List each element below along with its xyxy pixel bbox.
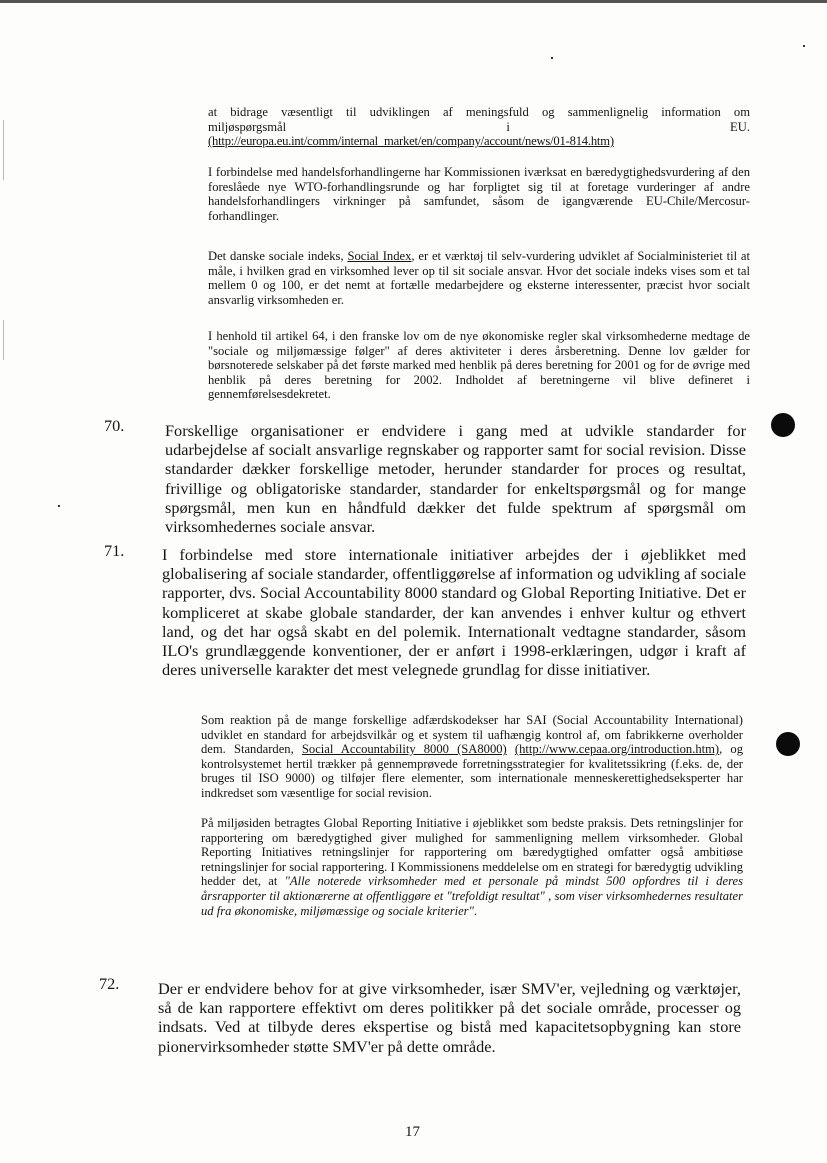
scan-speck [551, 57, 553, 59]
block-1-line-1: at bidrage væsentligt til udviklingen af meningsfuld og sammenlignelig information om [208, 105, 750, 119]
paragraph-71 [162, 545, 746, 679]
scan-speck [58, 505, 60, 507]
paragraph-71-number: 71. [104, 541, 125, 560]
paragraph-72-number: 72. [99, 974, 120, 993]
paragraph-72-text: Der er endvidere behov for at give virksomheder, især SMV'er, vejledning og værktøjer, så de kan rapportere effektivt om deres politikker på det sociale område, processer og indsats. Ved at tilbyde deres ekspertise og bistå med kapacitetsopbygning kan store pionervirksomheder støtte SMV'er på dette område. [158, 979, 741, 1056]
indented-block-3 [208, 249, 750, 307]
scan-speck [803, 45, 805, 47]
page-number: 17 [405, 1124, 420, 1140]
indented-block-6 [201, 816, 743, 918]
block-3-text: Det danske sociale indeks, [208, 249, 344, 263]
block-6-text: På miljøsiden betragtes Global Reporting Initiative i øjeblikket som bedste praksis. Dets retningslinjer for rapportering om bæredygtighed giver mulighed for sammenligning mellem virksomheder. Global Reporting Initiatives retningslinjer for rapportering om bæredygtighed omfatter også ambitiøse retningslinjer for social rapportering. I Kommissionens meddelelse om en strategi for bæredygtig udvikling hedder det, at [201, 816, 743, 889]
paragraph-72 [158, 979, 741, 1056]
block-4-text: I henhold til artikel 64, i den franske lov om de nye økonomiske regler skal virksomhederne medtage de "sociale og miljømæssige følger" af deres aktiviteter i deres årsberetning. Denne lov gælder for børsnoterede selskaber på det første marked med henblik på deres beretning for 2001 og for de øvrige med henblik på deres beretning for 2002. Indholdet af beretningerne vil blive defineret i gennemførelsesdekretet. [208, 329, 750, 402]
margin-bullet [771, 413, 795, 437]
europa-link[interactable]: (http://europa.eu.int/comm/internal_market/en/company/account/news/01-814.htm) [208, 134, 614, 149]
indented-block-4 [208, 329, 750, 402]
block-2-text: I forbindelse med handelsforhandlingerne har Kommissionen iværksat en bæredygtighedsvurdering af den foreslåede nye WTO-forhandlingsrunde og har forpligtet sig til at foretage vurderinger af andre handelsforhandlingers virkninger på samfundet, såsom de igangværende EU-Chile/Mercosur-forhandlinger. [208, 165, 750, 223]
block-6-quote: "Alle noterede virksomheder med et personale på mindst 500 opfordres til i deres årsrapporter til aktionærerne at offentliggøre et "trefoldigt resultat" , som viser virksomhedernes resultater ud fra økonomiske, miljømæssige og sociale kriterier" [201, 874, 743, 918]
scan-margin-mark [3, 320, 4, 360]
indented-block-2 [208, 165, 750, 223]
block-1-text: EU. [730, 119, 750, 134]
block-1-text: i [506, 119, 510, 134]
block-5-text: , og kontrolsystemet hertil trækker på gennemprøvede forretningsstrategier for kvalitetssikring (f.eks. de, der bruges til ISO 9000) og tilføjer flere elementer, som internationale menneskerettighedseksperter har indkredset som væsentlige for social revision. [201, 742, 744, 800]
margin-bullet [776, 732, 800, 756]
block-5-space [507, 742, 515, 756]
paragraph-71-text: I forbindelse med store internationale initiativer arbejdes der i øjeblikket med globalisering af sociale standarder, offentliggørelse af information og udvikling af sociale rapporter, dvs. Social Accountability 8000 standard og Global Reporting Initiative. Det er kompliceret at skabe globale standarder, der kan anvendes i enhver kultur og ethvert land, og det har også skabt en del polemik. Internationalt vedtagne standarder, såsom ILO's grundlæggende konventioner, der er anført i 1998-erklæringen, udgør i kraft af deres universelle karakter det mest velegnede grundlag for disse initiativer. [162, 545, 746, 680]
sa8000-term: Social Accountability 8000 (SA8000) [301, 742, 507, 757]
block-6-text: . [473, 903, 478, 918]
paragraph-70-number: 70. [104, 416, 125, 435]
block-5-text: Som reaktion på de mange forskellige adfærdskodekser har SAI (Social Accountability International) udviklet en standard for arbejdsvilkår og et system til uafhængig kontrol af, om fabrikkerne overholder dem. Standarden, [201, 713, 743, 757]
scan-margin-mark [3, 120, 4, 180]
scan-top-edge [0, 0, 827, 3]
paragraph-70 [165, 421, 746, 536]
block-1-line-2 [208, 120, 750, 135]
cepaa-link[interactable]: (http://www.cepaa.org/introduction.htm) [514, 742, 720, 757]
indented-block-5 [201, 713, 743, 801]
paragraph-70-text: Forskellige organisationer er endvidere i gang med at udvikle standarder for udarbejdelse af socialt ansvarlige regnskaber og rapporter samt for social revision. Disse standarder dækker forskellige metoder, herunder standarder for proces og resultat, frivillige og obligatoriske standarder, standarder for enkeltspørgsmål og for mange spørgsmål, men kun en håndfuld dækker det fulde spektrum af spørgsmål om virksomhedernes sociale ansvar. [165, 421, 746, 537]
social-index-term: Social Index [347, 249, 412, 263]
block-1-text: miljøspørgsmål [208, 119, 287, 134]
indented-block-1 [208, 105, 750, 149]
block-3-text: , er et værktøj til selv-vurdering udviklet af Socialministeriet til at måle, i hvilken grad en virksomhed lever op til sit sociale ansvar. Hvor det sociale indeks vises som et tal mellem 0 og 100, er det nemt at fortælle medarbejdere og eksterne interessenter, præcist hvor socialt ansvarlig virksomheden er. [208, 249, 750, 307]
